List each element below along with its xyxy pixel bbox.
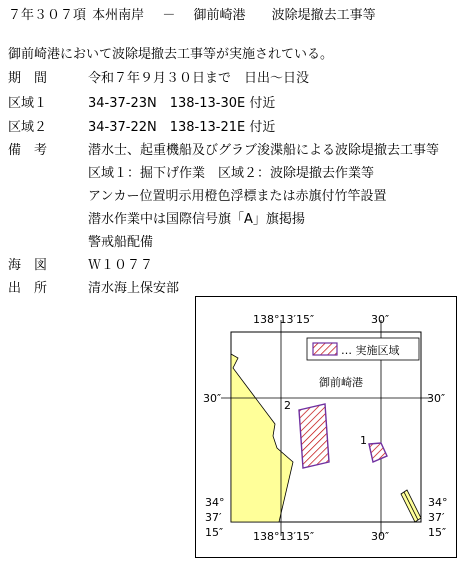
row-value-remarks-5: 警戒船配備	[88, 235, 154, 250]
notice-subject: 波除堤撤去工事等	[271, 8, 376, 23]
row-value-source: 清水海上保安部	[88, 281, 180, 296]
chart-map-svg	[195, 296, 457, 558]
row-value-chart: Ｗ１０７７	[88, 258, 154, 273]
row-value-area2: 34-37-22N 138-13-21E 付近	[88, 120, 276, 135]
row-value-remarks-2: 区域１：掘下げ作業 区域２：波除堤撤去作業等	[88, 166, 375, 181]
bottom-lon-label-1: 138°13′15″	[253, 530, 315, 543]
row-label-source: 出 所	[8, 281, 48, 296]
right-lat-15: 15″	[428, 526, 447, 539]
right-lat-30: 30″	[427, 392, 446, 405]
right-lat-37: 37′	[428, 511, 445, 524]
left-lat-37: 37′	[205, 511, 222, 524]
left-lat-34: 34°	[205, 496, 225, 509]
work-area-2	[299, 404, 329, 468]
row-value-period: 令和７年９月３０日まで 日出～日没	[88, 71, 310, 86]
right-lat-34: 34°	[428, 496, 448, 509]
bottom-lon-label-2: 30″	[371, 530, 390, 543]
row-label-area1: 区域１	[8, 96, 48, 111]
row-value-remarks-3: アンカー位置明示用橙色浮標または赤旗付竹竿設置	[88, 189, 387, 204]
chart-map	[195, 296, 457, 558]
notice-area: 本州南岸	[92, 8, 145, 23]
row-label-chart: 海 図	[8, 258, 48, 273]
row-value-remarks: 潜水士、起重機船及びグラブ浚渫船による波除堤撤去工事等	[88, 143, 440, 158]
intro-text: 御前崎港において波除堤撤去工事等が実施されている。	[8, 47, 334, 62]
notice-number: ７年３０７項	[8, 8, 87, 23]
legend-swatch	[313, 343, 337, 355]
row-label-period: 期 間	[8, 71, 48, 86]
area2-label: 2	[284, 399, 291, 412]
left-lat-30: 30″	[203, 392, 222, 405]
row-value-remarks-4: 潜水作業中は国際信号旗「A」旗掲揚	[88, 212, 305, 227]
row-label-area2: 区域２	[8, 120, 48, 135]
row-value-area1: 34-37-23N 138-13-30E 付近	[88, 96, 276, 111]
row-label-remarks: 備 考	[8, 143, 48, 158]
notice-port: 御前崎港	[193, 8, 246, 23]
left-lat-15: 15″	[205, 526, 224, 539]
notice-header	[8, 8, 376, 24]
area1-label: 1	[360, 434, 367, 447]
top-lon-label-2: 30″	[371, 313, 390, 326]
header-dash: －	[162, 8, 176, 23]
legend-label: … 実施区域	[341, 344, 400, 357]
top-lon-label-1: 138°13′15″	[253, 313, 315, 326]
place-label: 御前崎港	[319, 376, 363, 389]
